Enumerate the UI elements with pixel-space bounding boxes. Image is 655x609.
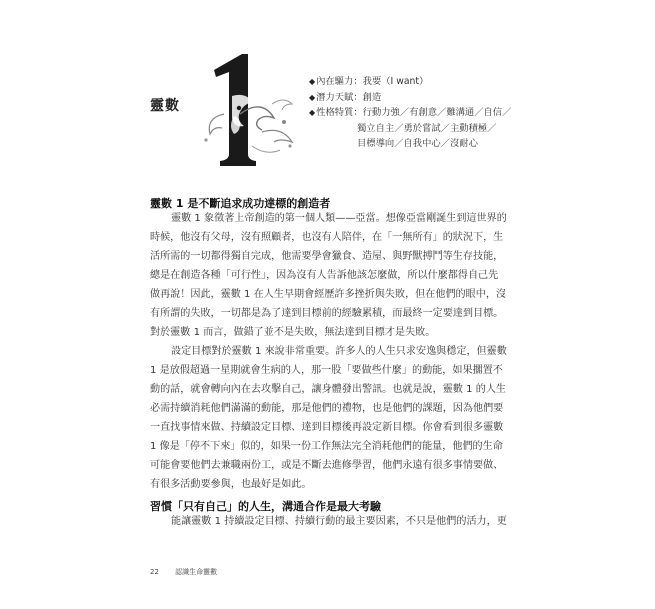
paragraph-line: 有所謂的失敗，一切都是為了達到目標前的經驗累積，而最終一定要達到目標。 (150, 308, 504, 319)
book-title: 認識生命靈數 (175, 568, 218, 576)
paragraph-line: 時候，他沒有父母，沒有照顧者，也沒有人陪伴，在「一無所有」的狀況下，生 (150, 232, 504, 243)
paragraph-line: 1 像是「停不下來」似的，如果一份工作無法完全消耗他們的能量，他們的生命 (150, 441, 503, 452)
trait-continuation: 獨立自主／勇於嘗試／主動積極／ (357, 122, 497, 134)
paragraph-line: 對於靈數 1 而言，做錯了並不是失敗，無法達到目標才是失敗。 (150, 327, 436, 338)
section-body (150, 512, 510, 531)
trait-text: 性格特質：行動力強／有創意／難溝通／自信／ (316, 107, 512, 118)
trait-item (309, 105, 539, 121)
section-body (150, 209, 510, 494)
trait-text: 內在驅力：我要（I want） (316, 76, 429, 87)
chapter-label: 靈數 (150, 98, 180, 114)
section-heading: 靈數 1 是不斷追求成功達標的創造者 (150, 197, 331, 210)
page-number: 22 (150, 568, 159, 576)
trait-item (309, 90, 539, 106)
diamond-bullet-icon: ◆ (309, 92, 316, 102)
paragraph-line: 設定目標對於靈數 1 來說非常重要。許多人的人生只求安逸與穩定，但靈數 (171, 346, 507, 357)
paragraph-line: 一直找事情來做、持續設定目標、達到目標後再設定新目標。你會看到很多靈數 (150, 422, 504, 433)
paragraph-line: 動的話，就會轉向內在去攻擊自己，讓身體發出警訊。也就是說，靈數 1 的人生 (150, 384, 507, 395)
paragraph-line: 可能會要他們去兼職兩份工，或是不斷去進修學習，他們永遠有很多事情要做、 (150, 460, 504, 471)
diamond-bullet-icon: ◆ (309, 108, 316, 117)
paragraph-line: 能讓靈數 1 持續設定目標、持續行動的最主要因素，不只是他們的活力，更 (171, 516, 507, 527)
paragraph-line: 1 是放假超過一星期就會生病的人，那一股「要做些什麼」的動能，如果擱置不 (150, 365, 503, 376)
flourish-ornament-left (198, 108, 226, 148)
paragraph-line: 總是在創造各種「可行性」，因為沒有人告訴他該怎麼做，所以什麼都得自己先 (150, 270, 499, 281)
paragraph-line: 靈數 1 象徵著上帝創造的第一個人類——亞當。想像亞當剛誕生到這世界的 (171, 213, 507, 224)
trait-text: 潛力天賦：創造 (316, 91, 382, 103)
trait-item (309, 74, 539, 90)
paragraph-line: 做再說！因此，靈數 1 在人生早期會經歷許多挫折與失敗，但在他們的眼中，沒 (150, 289, 507, 300)
paragraph-line: 必需持續消耗他們滿滿的動能，那是他們的禮物，也是他們的課題，因為他們要 (150, 403, 504, 414)
trait-continuation: 目標導向／自我中心／沒耐心 (357, 138, 478, 149)
flourish-ornament (232, 84, 302, 164)
paragraph-line: 活所需的一切都得獨自完成，他需要學會獵食、造屋、與野獸搏鬥等生存技能， (150, 251, 504, 262)
section-heading: 習慣「只有自己」的人生，溝通合作是最大考驗 (150, 500, 381, 513)
diamond-bullet-icon: ◆ (309, 77, 316, 86)
paragraph-line: 有很多活動要參與，也最好是如此。 (150, 479, 312, 490)
traits-list (309, 74, 539, 152)
page-footer (150, 567, 217, 577)
